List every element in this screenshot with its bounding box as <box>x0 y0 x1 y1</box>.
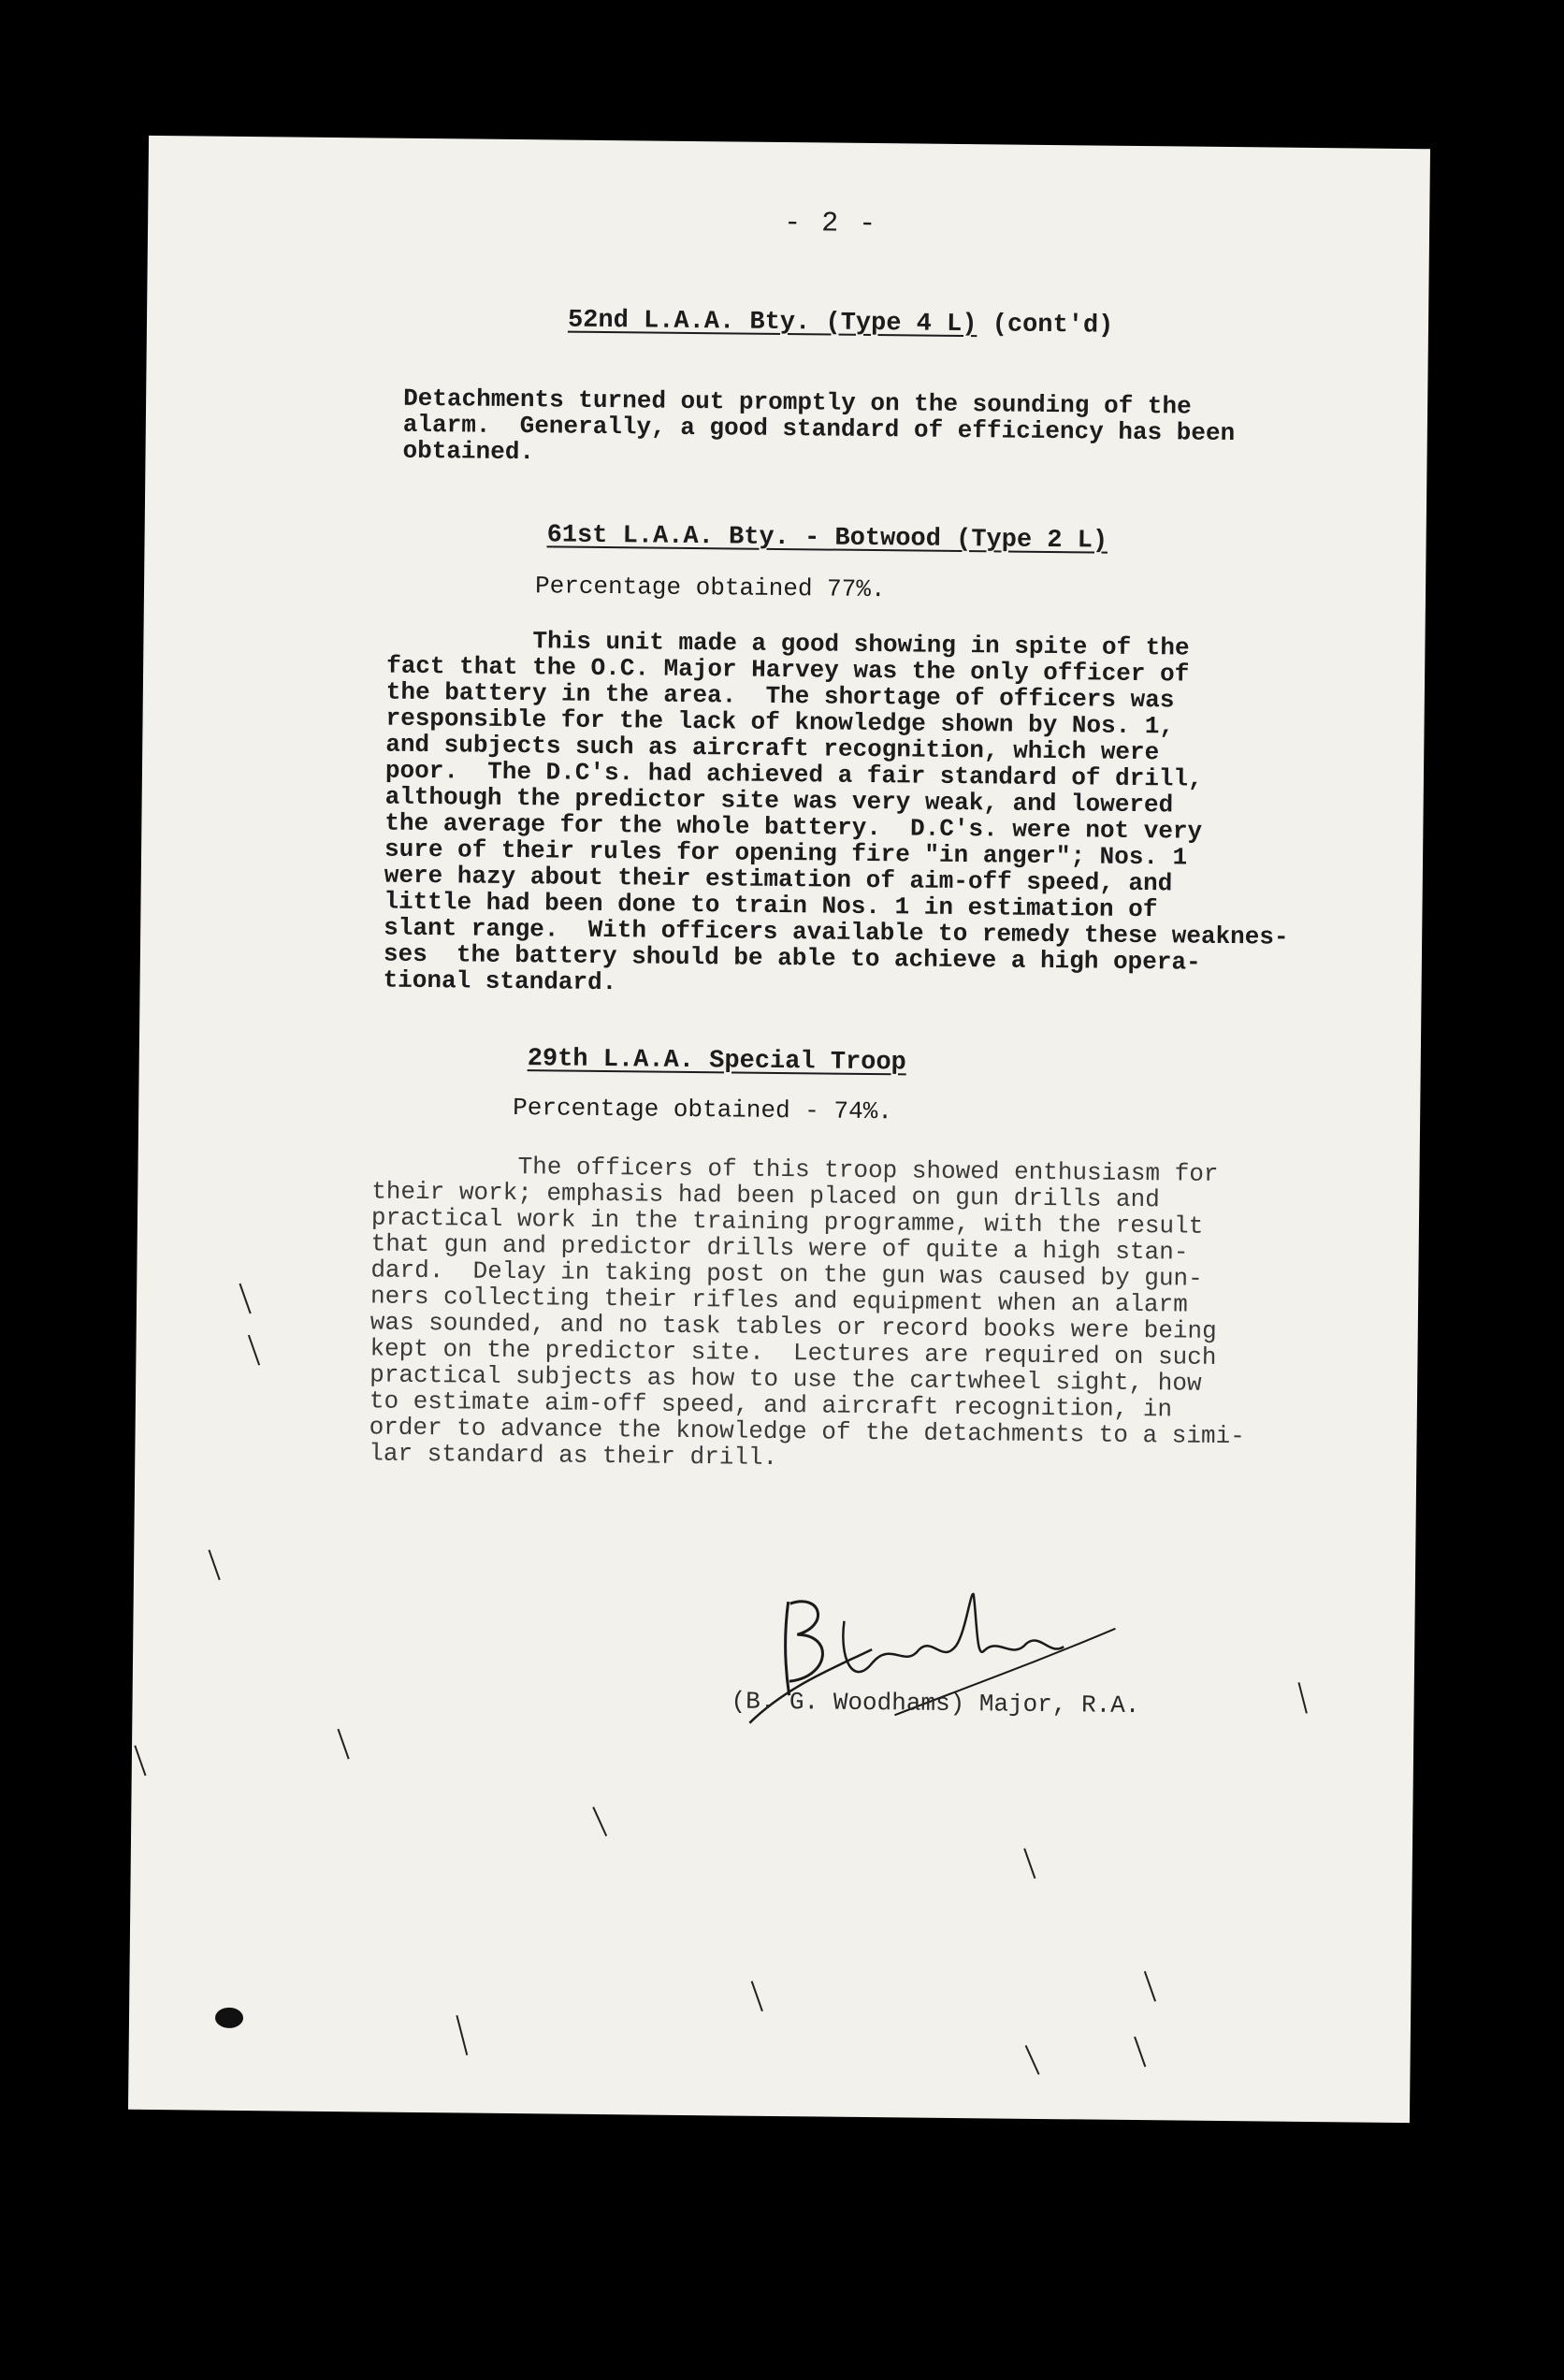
heading-underlined-text: 29th L.A.A. Special Troop <box>527 1045 906 1078</box>
signature-caption: (B. G. Woodhams) Major, R.A. <box>731 1687 1140 1720</box>
signature-block <box>731 1583 1140 1746</box>
heading-underlined-text: 52nd L.A.A. Bty. (Type 4 L) <box>567 306 978 340</box>
paragraph-29th: The officers of this troop showed enthusiasm for their work; emphasis had been placed on gun drills and practical work in the training programme, with the result that gun and predictor drills were of quite a high stan- dard. Delay in taking post on the gun was caused by gun- ners collecting their rifles and equipment when an alarm was sounded, and no task tables or record books were being kept on the predictor site. Lectures are required on such practical subjects as how to use the cartwheel sight, how to estimate aim-off speed, and aircraft recognition, in order to advance the knowledge of the detachments to a simi- lar standard as their drill. <box>369 1151 1245 1472</box>
ink-blot <box>215 2008 243 2028</box>
heading-underlined-text: 61st L.A.A. Bty. - Botwood (Type 2 L) <box>546 521 1108 556</box>
paragraph-61st: This unit made a good showing in spite of the fact that the O.C. Major Harvey was the only officer of the battery in the area. The shortage of officers was responsible for the lack of knowledge shown by Nos. 1, and subjects such as aircraft recognition, which were poor. The D.C's. had achieved a fair standard of drill, although the predictor site was very weak, and lowered the average for the whole battery. D.C's. were not very sure of their rules for opening fire "in anger"; Nos. 1 were hazy about their estimation of aim-off speed, and little had been done to train Nos. 1 in estimation of slant range. With officers available to remedy these weaknes- ses the battery should be able to achieve a high opera- tional standard. <box>383 625 1289 997</box>
percentage-29th: Percentage obtained - 74%. <box>513 1094 893 1126</box>
document-page <box>128 136 1430 2123</box>
scan-mark <box>1023 1848 1035 1879</box>
page-number: - 2 - <box>783 208 878 241</box>
heading-suffix: (cont'd) <box>977 311 1114 341</box>
scan-mark <box>134 1746 146 1777</box>
paragraph-52nd: Detachments turned out promptly on the sounding of the alarm. Generally, a good standard of efficiency has been obtained. <box>402 384 1236 467</box>
scan-mark <box>248 1335 260 1366</box>
handwritten-signature <box>731 1583 1125 1746</box>
scan-mark <box>209 1549 221 1580</box>
percentage-61st: Percentage obtained 77%. <box>534 572 886 604</box>
section-heading-52nd <box>568 307 1114 341</box>
scan-mark <box>751 1981 763 2011</box>
scan-mark <box>1297 1682 1307 1713</box>
scan-mark <box>456 2015 468 2055</box>
section-heading-61st <box>546 521 1108 555</box>
scan-mark <box>592 1807 607 1836</box>
scan-mark <box>338 1729 350 1760</box>
scan-mark <box>239 1284 251 1314</box>
scan-mark <box>1134 2037 1146 2068</box>
scan-mark <box>1144 1971 1156 2002</box>
scan-mark <box>1025 2045 1040 2075</box>
section-heading-29th <box>528 1045 906 1077</box>
